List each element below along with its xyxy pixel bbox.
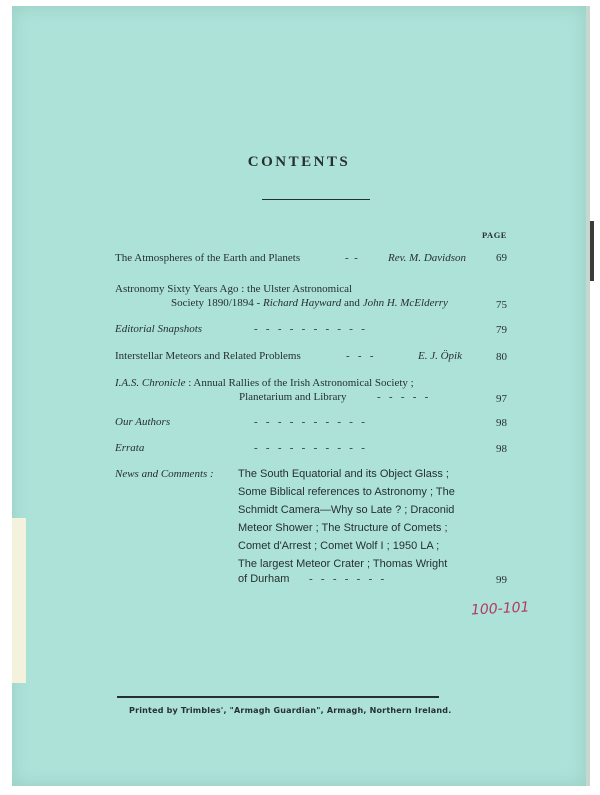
entry-title: Editorial Snapshots	[115, 323, 203, 335]
entry-leader: - - - - -	[377, 391, 429, 403]
news-item-line: Some Biblical references to Astronomy ; The	[238, 486, 455, 498]
entry-leader: - - - - - - - - - -	[254, 323, 365, 335]
entry-section-name: I.A.S. Chronicle	[115, 377, 186, 389]
news-item-line: The largest Meteor Crater ; Thomas Wright	[238, 558, 448, 570]
entry-title: Astronomy Sixty Years Ago : the Ulster Astronomical	[115, 283, 353, 295]
staple-edge	[590, 221, 594, 281]
entry-leader: - - -	[346, 350, 374, 362]
entry-page: 98	[496, 443, 507, 455]
entry-page: 75	[496, 299, 507, 311]
entry-title: News and Comments :	[115, 468, 214, 480]
entry-title-part: Society 1890/1894 -	[171, 297, 263, 309]
entry-leader: - - - - - - - - - -	[254, 442, 365, 454]
entry-title-cont: Planetarium and Library	[239, 391, 347, 403]
entry-author: Rev. M. Davidson	[388, 252, 466, 264]
news-item-line: Meteor Shower ; The Structure of Comets ;	[238, 522, 448, 534]
booklet-back-cover	[12, 6, 590, 786]
imprint-rule	[117, 696, 439, 698]
news-item-line: Comet d'Arrest ; Comet Wolf I ; 1950 LA ;	[238, 540, 440, 552]
entry-page: 69	[496, 252, 507, 264]
entry-page: 97	[496, 393, 507, 405]
page-column-header: PAGE	[482, 230, 507, 240]
entry-title	[115, 378, 414, 389]
entry-page: 80	[496, 351, 507, 363]
entry-title: The Atmospheres of the Earth and Planets	[115, 252, 301, 264]
entry-title: Interstellar Meteors and Related Problems	[115, 350, 301, 362]
entry-author: E. J. Öpik	[418, 350, 462, 362]
entry-page: 99	[496, 574, 507, 586]
printer-imprint: Printed by Trimbles', "Armagh Guardian", Armagh, Northern Ireland.	[129, 706, 452, 715]
paper-tab	[12, 518, 26, 683]
entry-title: Errata	[115, 442, 145, 454]
entry-title-cont	[171, 298, 448, 309]
page-title: CONTENTS	[247, 154, 351, 170]
entry-title: Our Authors	[115, 416, 171, 428]
entry-conjunction: and	[341, 297, 363, 309]
entry-leader: - - - - - - -	[309, 573, 385, 585]
news-item-line: The South Equatorial and its Object Glass ;	[238, 468, 449, 480]
entry-author: Richard Hayward	[262, 297, 342, 309]
handwritten-page-note: 100-101	[470, 599, 530, 619]
entry-description: : Annual Rallies of the Irish Astronomical Society ;	[185, 377, 414, 389]
entry-leader: - - - - - - - - - -	[254, 416, 365, 428]
entry-page: 79	[496, 324, 507, 336]
news-item-line: Schmidt Camera—Why so Late ? ; Draconid	[238, 504, 455, 516]
entry-leader: - -	[345, 252, 358, 264]
title-rule	[262, 199, 370, 200]
entry-author: John H. McElderry	[362, 297, 448, 309]
news-item-line: of Durham	[238, 573, 290, 585]
entry-page: 98	[496, 417, 507, 429]
